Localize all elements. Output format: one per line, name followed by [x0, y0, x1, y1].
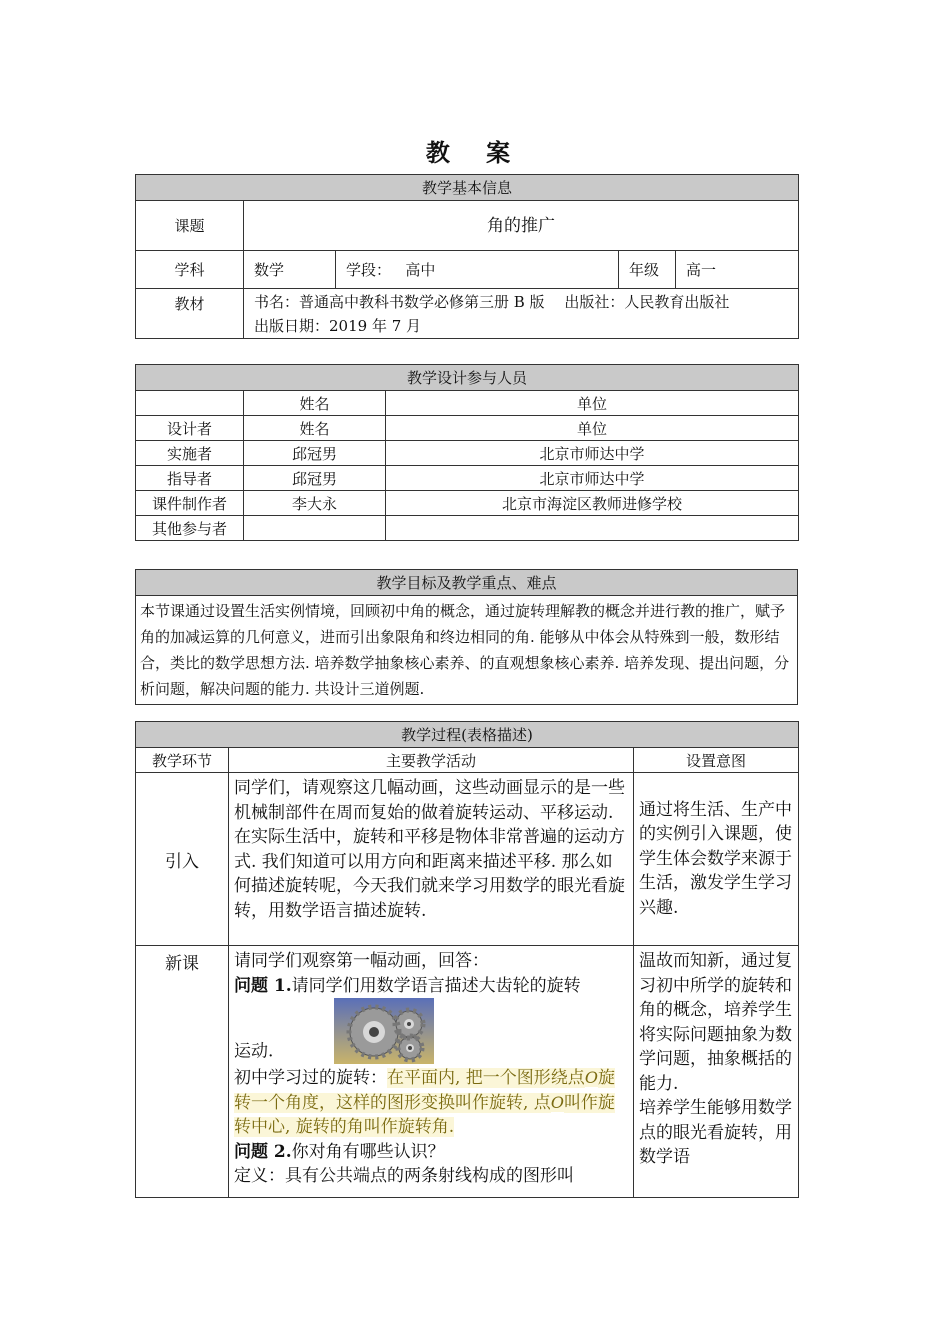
stage-cell: [336, 251, 619, 289]
document-title: 教 案: [425, 138, 525, 167]
role-cell: 实施者: [136, 441, 244, 466]
textbook-info: [244, 289, 799, 339]
table-row: [136, 516, 799, 541]
textbook-line1: 书名：普通高中教科书数学必修第三册 B 版 出版社：人民教育出版社: [254, 293, 730, 311]
q1-tail: 运动.: [234, 1041, 274, 1062]
basic-info-header: 教学基本信息: [136, 175, 799, 201]
point-o-1: O: [584, 1068, 598, 1087]
unit-cell: 北京市师达中学: [386, 441, 799, 466]
name-cell: 邱冠男: [244, 441, 386, 466]
rot-c: 叫作旋转中心, 旋转的角叫作旋转角.: [234, 1092, 615, 1137]
table-row: [136, 441, 799, 466]
col-name: 姓名: [244, 391, 386, 416]
table-row: [136, 466, 799, 491]
rot-b: 旋转一个角度，这样的图形变换叫作旋转, 点: [234, 1068, 615, 1113]
topic-value: 角的推广: [244, 201, 799, 251]
subject-value: 数学: [244, 251, 336, 289]
q1-figure-line: [234, 998, 628, 1066]
q1-text: 请同学们用数学语言描述大齿轮的旋转: [291, 975, 581, 996]
role-cell: 课件制作者: [136, 491, 244, 516]
basic-info-table: [135, 174, 799, 339]
col-intent: 设置意图: [634, 748, 799, 773]
name-cell: 姓名: [244, 416, 386, 441]
topic-label: 课题: [136, 201, 244, 251]
blank-cell: [136, 391, 244, 416]
textbook-line2: 出版日期：2019 年 7 月: [254, 317, 422, 335]
role-cell: 指导者: [136, 466, 244, 491]
new-stage: 新课: [136, 946, 229, 1198]
grade-value: 高一: [676, 251, 799, 289]
name-cell: [244, 516, 386, 541]
objectives-table: [135, 569, 798, 705]
stage-value: 高中: [405, 261, 436, 279]
stage-label: 学段：: [346, 261, 392, 279]
rot-a: 在平面内, 把一个图形绕点: [387, 1068, 585, 1088]
role-cell: 设计者: [136, 416, 244, 441]
participants-table: [135, 364, 799, 541]
unit-cell: 单位: [386, 416, 799, 441]
question-2: [234, 1140, 628, 1165]
objectives-text: 本节课通过设置生活实例情境，回顾初中角的概念，通过旋转理解教的概念并进行教的推广，赋予角的加减运算的几何意义，进而引出象限角和终边相同的角. 能够从中体会从特殊到一般，数形结合，类比的数学思想方法. 培养数学抽象核心素养、的直观想象核心素养. 培养发现、提出问题，分析问题，解决问题的能力. 共设计三道例题.: [136, 596, 798, 705]
col-stage: 教学环节: [136, 748, 229, 773]
rot-intro: 初中学习过的旋转：: [234, 1068, 387, 1088]
objectives-header: 教学目标及教学重点、难点: [136, 570, 798, 596]
name-cell: 李大永: [244, 491, 386, 516]
point-o-2: O: [550, 1092, 564, 1112]
question-1: [234, 974, 628, 999]
col-unit: 单位: [386, 391, 799, 416]
intro-stage: 引入: [136, 773, 229, 946]
table-row: [136, 491, 799, 516]
process-header: 教学过程(表格描述): [136, 722, 799, 748]
intro-intent: 通过将生活、生产中的实例引入课题，使学生体会数学来源于生活，激发学生学习兴趣.: [634, 773, 799, 946]
gears-image: [334, 998, 434, 1064]
role-cell: 其他参与者: [136, 516, 244, 541]
q2-label: 问题 2.: [234, 1141, 292, 1162]
unit-cell: [386, 516, 799, 541]
participants-header: 教学设计参与人员: [136, 365, 799, 391]
new-activity: [229, 946, 634, 1198]
new-line1: 请同学们观察第一幅动画，回答：: [234, 951, 489, 971]
name-cell: 邱冠男: [244, 466, 386, 491]
process-table: [135, 721, 799, 1198]
unit-cell: 北京市海淀区教师进修学校: [386, 491, 799, 516]
subject-label: 学科: [136, 251, 244, 289]
new-intent-1: 温故而知新，通过复习初中所学的旋转和角的概念，培养学生将实际问题抽象为数学问题，抽象概括的能力.: [639, 951, 792, 1094]
table-row: [136, 416, 799, 441]
col-activity: 主要教学活动: [229, 748, 634, 773]
new-intent-2: 培养学生能够用数学点的眼光看旋转，用数学语: [639, 1098, 792, 1167]
angle-definition: 定义：具有公共端点的两条射线构成的图形叫: [234, 1166, 574, 1186]
q1-label: 问题 1.: [234, 975, 292, 996]
grade-label: 年级: [619, 251, 676, 289]
new-intent: [634, 946, 799, 1198]
unit-cell: 北京市师达中学: [386, 466, 799, 491]
textbook-label: 教材: [136, 289, 244, 339]
rotation-definition: [234, 1066, 628, 1140]
intro-activity: 同学们，请观察这几幅动画，这些动画显示的是一些机械制部件在周而复始的做着旋转运动、平移运动. 在实际生活中，旋转和平移是物体非常普遍的运动方式. 我们知道可以用方向和距离来描述平移. 那么如何描述旋转呢，今天我们就来学习用数学的眼光看旋转，用数学语言描述旋转.: [229, 773, 634, 946]
q2-text: 你对角有哪些认识？: [291, 1141, 445, 1162]
